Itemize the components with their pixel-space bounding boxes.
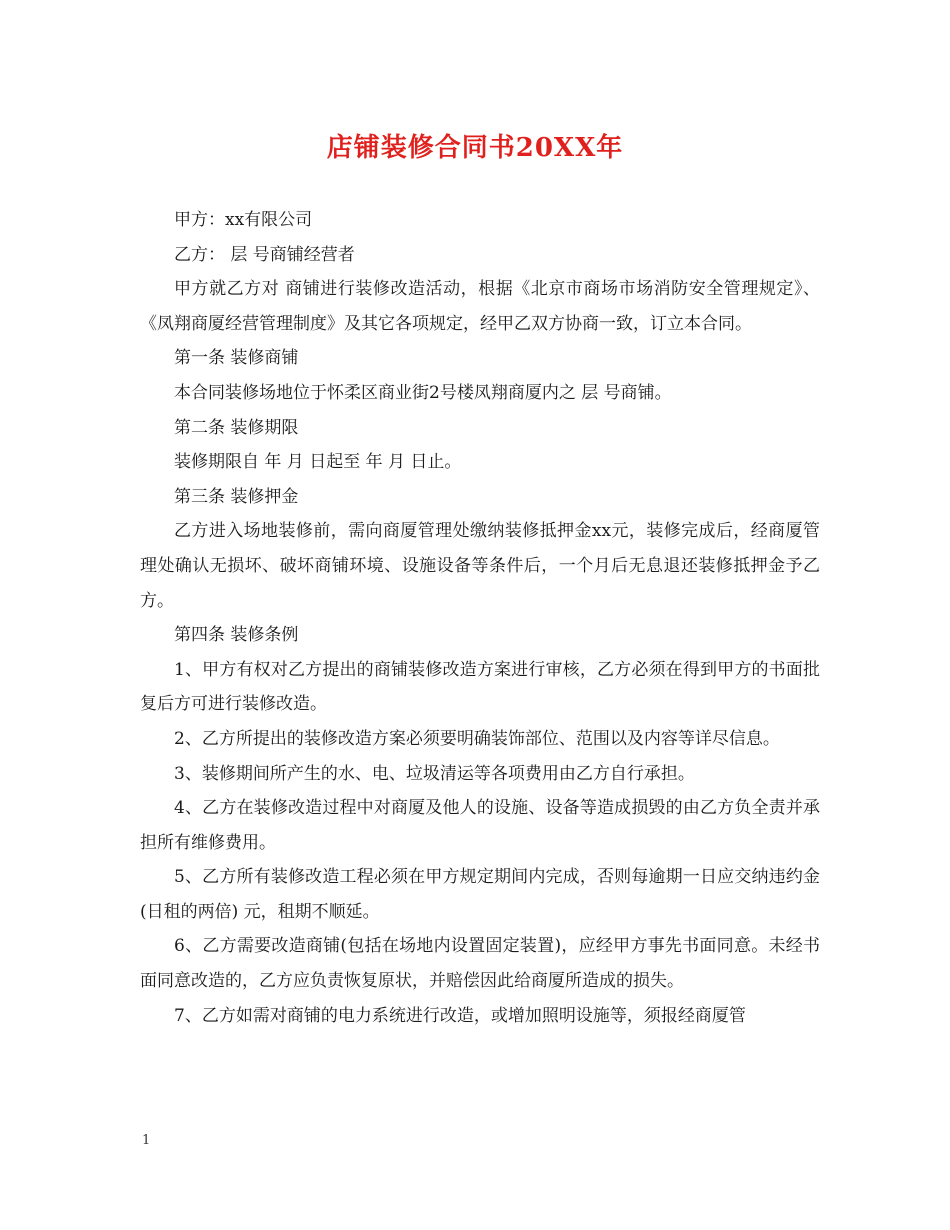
article-4-heading: 第四条 装修条例 — [174, 625, 299, 646]
article-2-text: 装修期限自 年 月 日起至 年 月 日止。 — [174, 452, 462, 473]
document-body — [140, 203, 820, 1033]
article-4-clause-5: 5、乙方所有装修改造工程必须在甲方规定期间内完成，否则每逾期一日应交纳违约金(日租的两倍) 元，租期不顺延。 — [140, 867, 820, 922]
article-3-heading: 第三条 装修押金 — [174, 486, 299, 507]
document-title: 店铺装修合同书20XX年 — [326, 133, 624, 163]
paragraph-party-a: 甲方：xx有限公司 — [174, 210, 313, 230]
page-number: 1 — [142, 1133, 151, 1148]
article-1-heading: 第一条 装修商铺 — [174, 348, 299, 369]
article-4-clause-6: 6、乙方需要改造商铺(包括在场地内设置固定装置)，应经甲方事先书面同意。未经书面同意改造的，乙方应负责恢复原状，并赔偿因此给商厦所造成的损失。 — [140, 936, 820, 992]
paragraph-party-b: 乙方： 层 号商铺经营者 — [174, 244, 355, 265]
article-4-clause-4: 4、乙方在装修改造过程中对商厦及他人的设施、设备等造成损毁的由乙方负全责并承担所有维修费用。 — [140, 798, 820, 853]
article-3-text: 乙方进入场地装修前，需向商厦管理处缴纳装修抵押金xx元，装修完成后，经商厦管理处确认无损坏、破坏商铺环境、设施设备等条件后，一个月后无息退还装修抵押金予乙方。 — [140, 521, 820, 611]
paragraph-preamble: 甲方就乙方对 商铺进行装修改造活动，根据《北京市商场市场消防安全管理规定》、《凤翔商厦经营管理制度》及其它各项规定，经甲乙双方协商一致，订立本合同。 — [140, 279, 820, 334]
article-4-clause-1: 1、甲方有权对乙方提出的商铺装修改造方案进行审核，乙方必须在得到甲方的书面批复后方可进行装修改造。 — [140, 659, 820, 715]
article-1-text: 本合同装修场地位于怀柔区商业街2号楼凤翔商厦内之 层 号商铺。 — [174, 382, 672, 403]
article-2-heading: 第二条 装修期限 — [174, 417, 299, 438]
article-4-clause-3: 3、装修期间所产生的水、电、垃圾清运等各项费用由乙方自行承担。 — [174, 763, 695, 784]
article-4-clause-7: 7、乙方如需对商铺的电力系统进行改造，或增加照明设施等，须报经商厦管 — [174, 1005, 746, 1026]
article-4-clause-2: 2、乙方所提出的装修改造方案必须要明确装饰部位、范围以及内容等详尽信息。 — [174, 728, 780, 749]
